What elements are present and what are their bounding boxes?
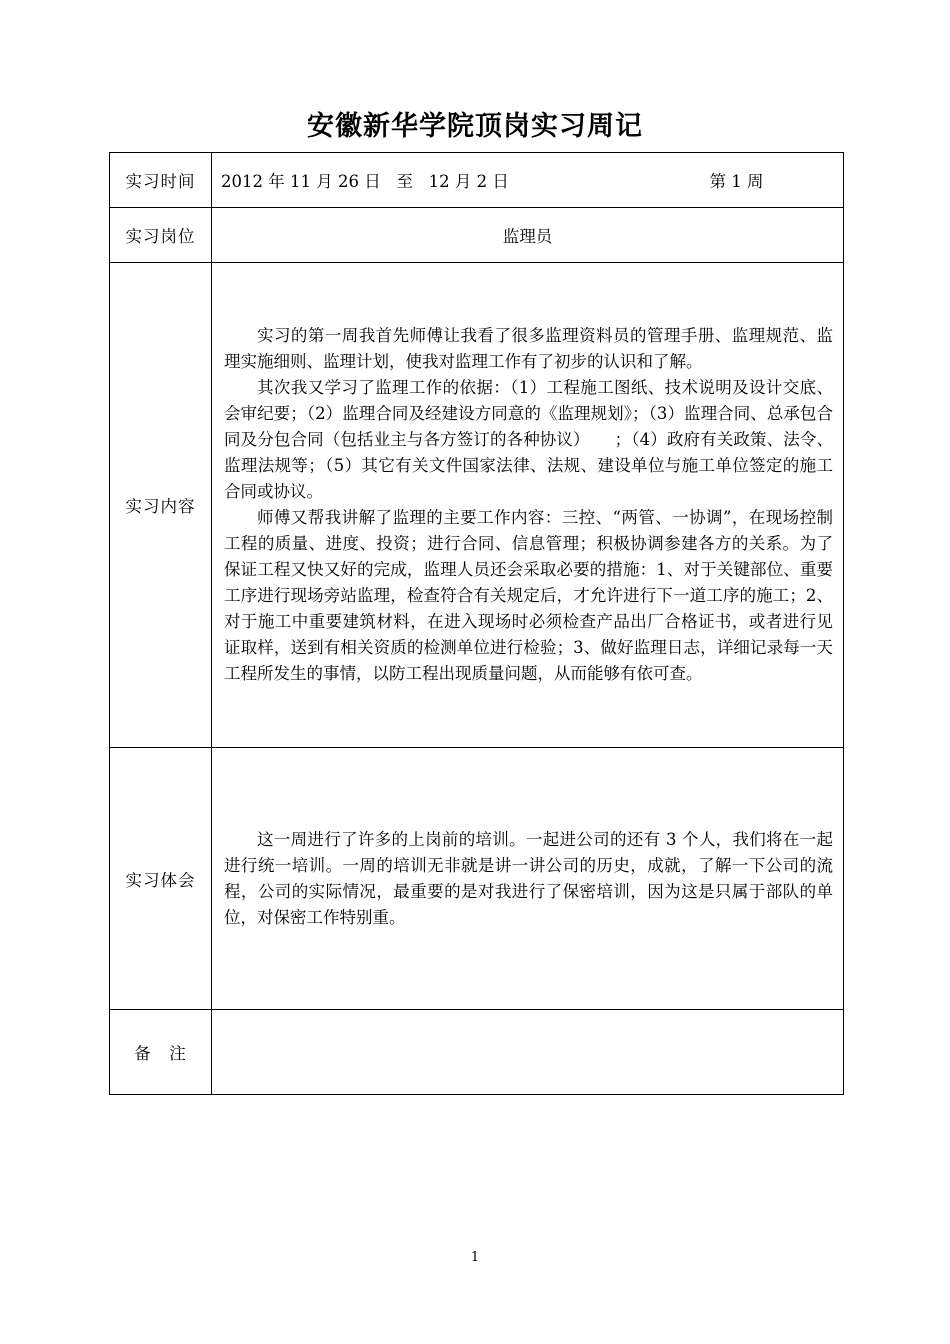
reflection-paragraph: 这一周进行了许多的上岗前的培训。一起进公司的还有 3 个人，我们将在一起进行统一培训。一周的培训无非就是讲一讲公司的历史，成就，了解一下公司的流程，公司的实际情况，最重要的是对我进行了保密培训，因为这是只属于部队的单位，对保密工作特别重。 <box>224 829 833 927</box>
internship-date-range: 2012 年 11 月 26 日 至 12 月 2 日 <box>221 172 509 191</box>
value-internship-position: 监理员 <box>212 208 844 263</box>
label-internship-content: 实习内容 <box>110 263 212 748</box>
row-internship-time <box>110 153 844 208</box>
row-internship-position <box>110 208 844 263</box>
label-internship-reflection: 实习体会 <box>110 748 212 1010</box>
row-internship-content <box>110 263 844 748</box>
row-remarks <box>110 1010 844 1095</box>
weekly-journal-table <box>109 152 844 1095</box>
value-internship-content <box>212 263 844 748</box>
row-internship-reflection <box>110 748 844 1010</box>
content-paragraph: 师傅又帮我讲解了监理的主要工作内容：三控、“两管、一协调”，在现场控制工程的质量、进度、投资；进行合同、信息管理；积极协调参建各方的关系。为了保证工程又快又好的完成，监理人员还会采取必要的措施：1、对于关键部位、重要工序进行现场旁站监理，检查符合有关规定后，才允许进行下一道工序的施工；2、对于施工中重要建筑材料，在进入现场时必须检查产品出厂合格证书，或者进行见证取样，送到有相关资质的检测单位进行检验；3、做好监理日志，详细记录每一天工程所发生的事情，以防工程出现质量问题，从而能够有依可查。 <box>224 508 833 683</box>
value-remarks <box>212 1010 844 1095</box>
value-internship-time <box>212 153 844 208</box>
week-number: 第 1 周 <box>709 172 764 191</box>
content-paragraph: 其次我又学习了监理工作的依据：（1）工程施工图纸、技术说明及设计交底、会审纪要；（2）监理合同及经建设方同意的《监理规划》；（3）监理合同、总承包合同及分包合同（包括业主与各方签订的各种协议） ；（4）政府有关政策、法令、监理法规等；（5）其它有关文件国家法律、法规、建设单位与施工单位签定的施工合同或协议。 <box>224 378 833 501</box>
label-remarks: 备 注 <box>110 1010 212 1095</box>
content-paragraph: 实习的第一周我首先师傅让我看了很多监理资料员的管理手册、监理规范、监理实施细则、监理计划，使我对监理工作有了初步的认识和了解。 <box>224 326 833 371</box>
document-title: 安徽新华学院顶岗实习周记 <box>307 111 643 142</box>
label-internship-position: 实习岗位 <box>110 208 212 263</box>
value-internship-reflection <box>212 748 844 1010</box>
page-number: 1 <box>470 1250 480 1265</box>
label-internship-time: 实习时间 <box>110 153 212 208</box>
